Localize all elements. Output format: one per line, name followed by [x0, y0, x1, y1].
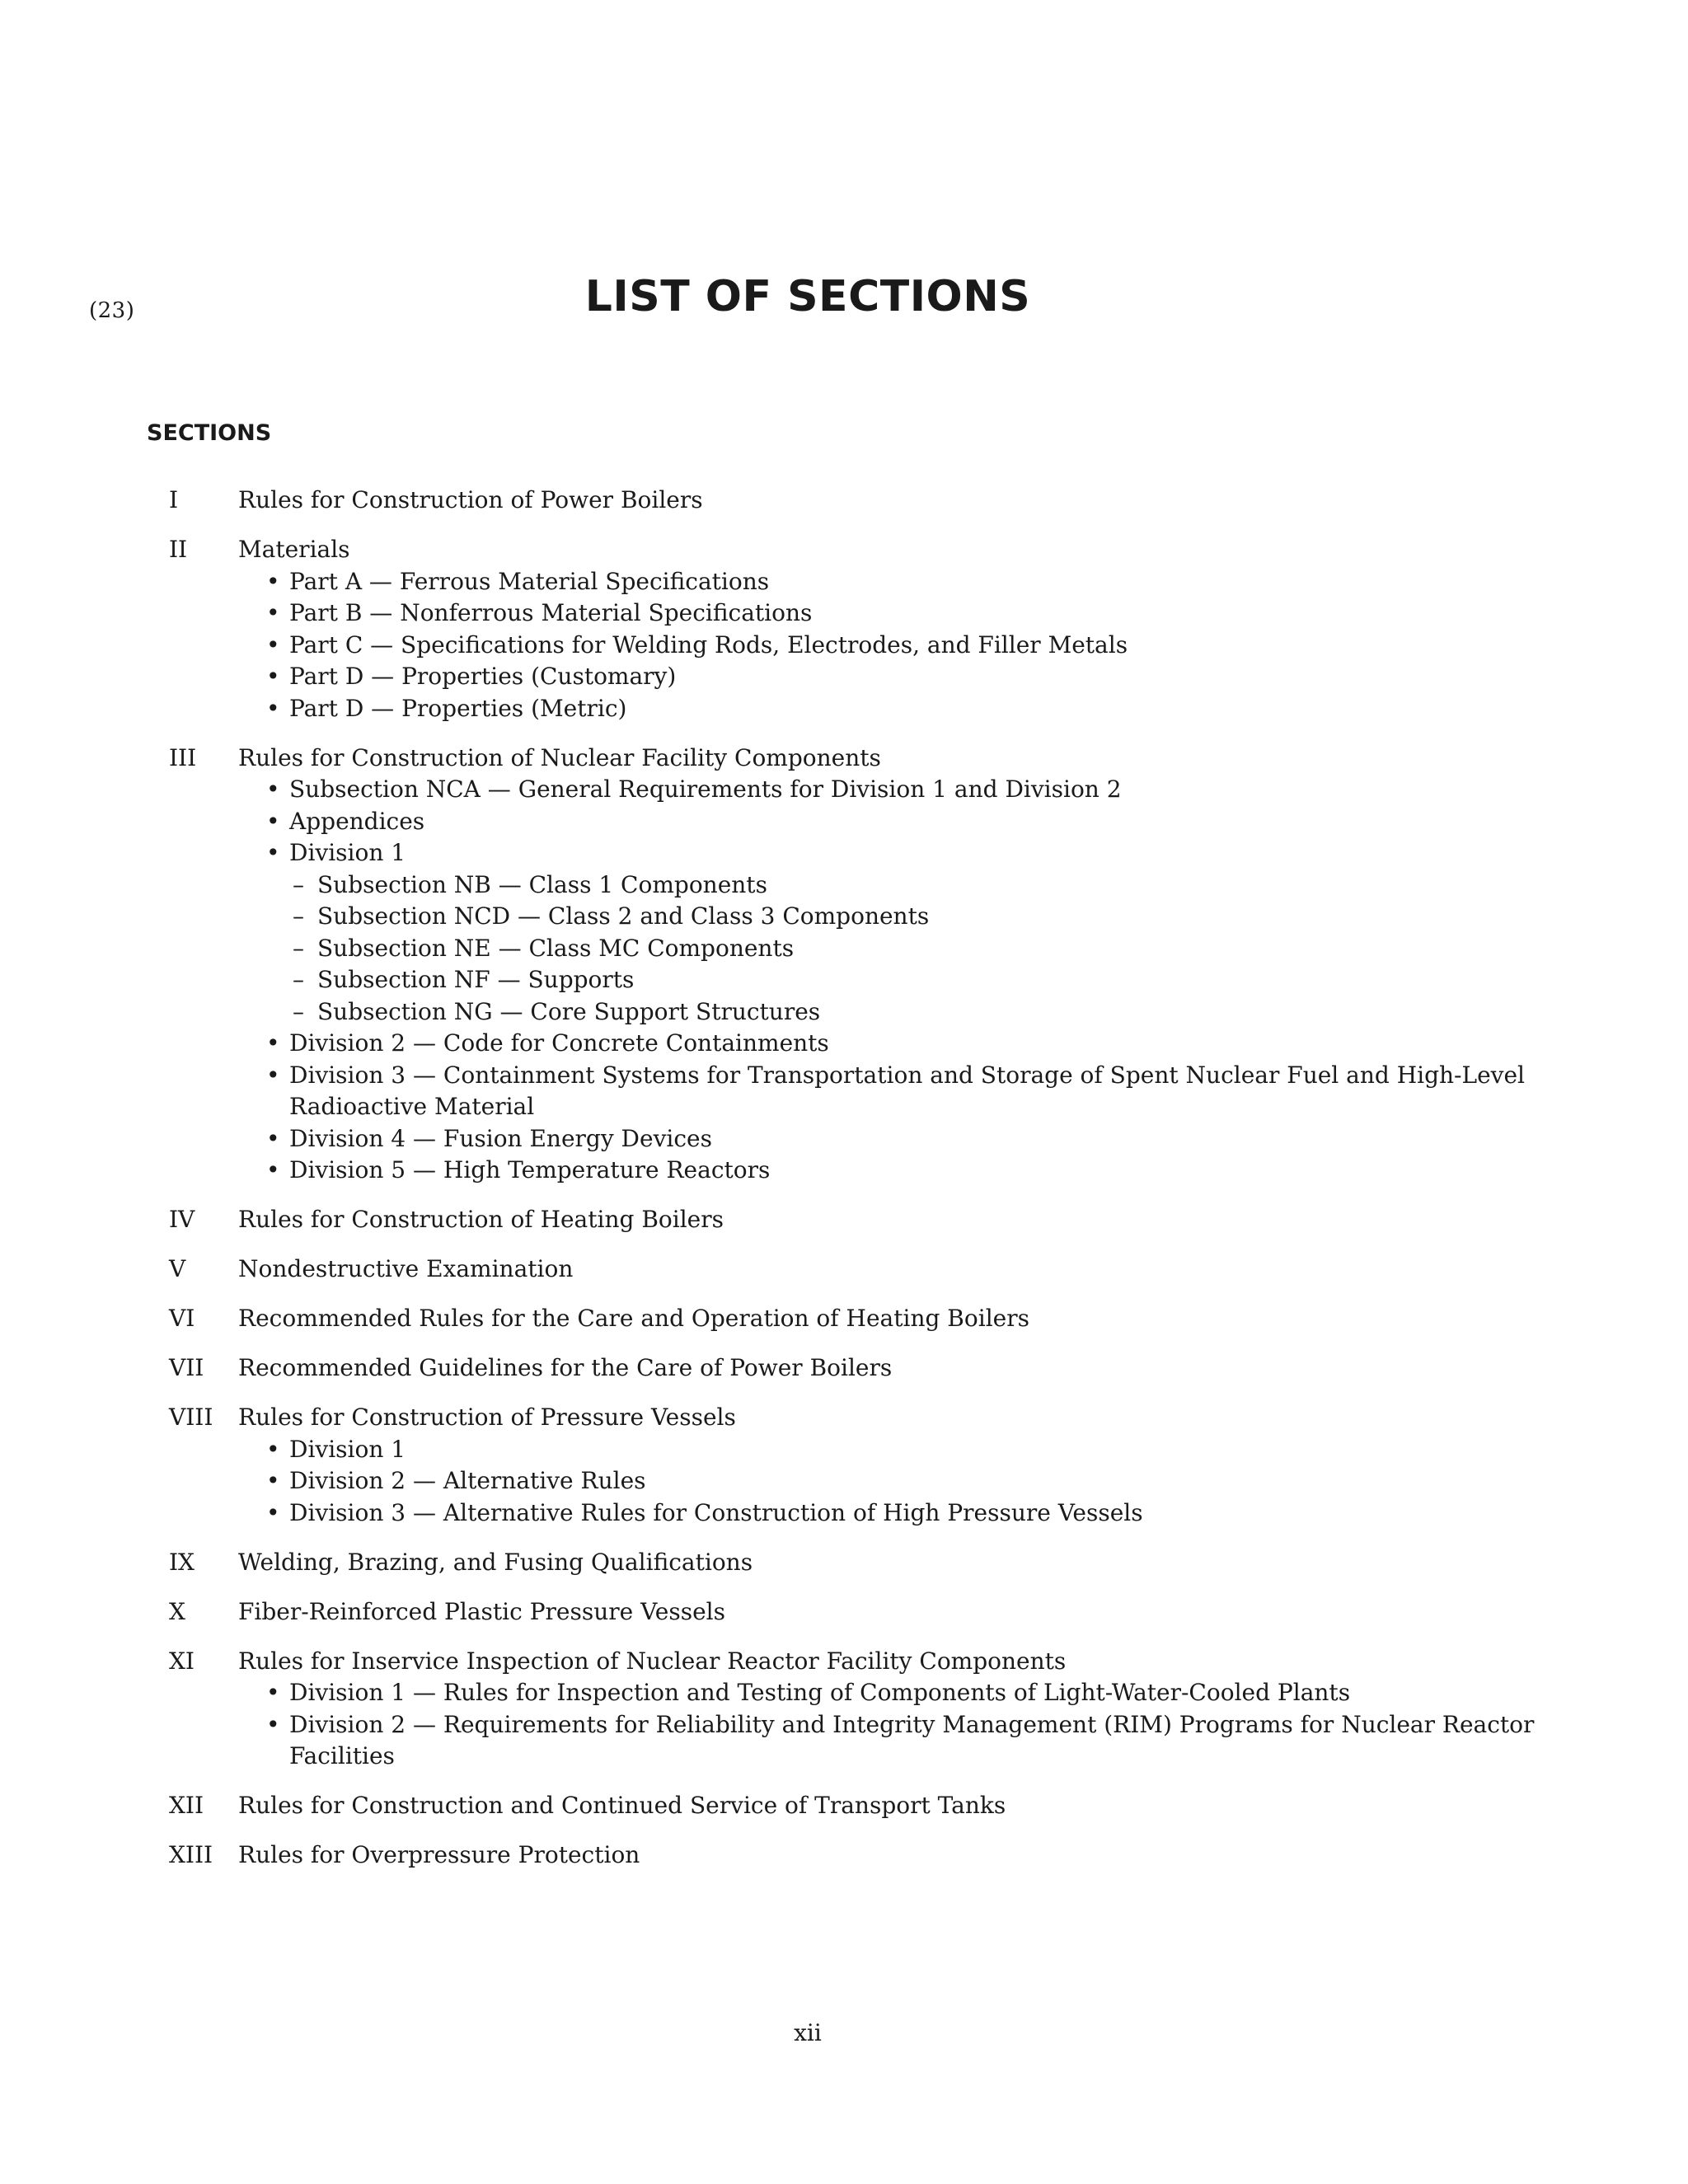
section-title: Rules for Construction of Power Boilers: [238, 486, 703, 513]
section-body: [238, 1402, 1537, 1529]
section-body: [238, 1596, 1537, 1629]
section-number: X: [169, 1597, 185, 1625]
part-label: Division 1 — Rules for Inspection and Testing of Components of Light-Water-Cooled Plants: [289, 1679, 1351, 1706]
section-title: Welding, Brazing, and Fusing Qualifications: [238, 1548, 753, 1576]
section-parts-list: [238, 566, 1537, 725]
section-number: I: [169, 486, 179, 513]
part-label: Part C — Specifications for Welding Rods, Electrodes, and Filler Metals: [289, 630, 1128, 658]
section-entry: [169, 1303, 1537, 1335]
section-title: Materials: [238, 536, 350, 563]
section-title: Recommended Guidelines for the Care of Power Boilers: [238, 1354, 893, 1381]
part-label: Part D — Properties (Metric): [289, 694, 627, 722]
section-entry: [169, 1402, 1537, 1529]
page-title: LIST OF SECTIONS: [584, 272, 1031, 321]
sections-list: [169, 485, 1537, 1889]
part-label: Division 2 — Code for Concrete Containments: [289, 1029, 829, 1057]
section-number: XI: [169, 1647, 195, 1675]
section-title: Fiber-Reinforced Plastic Pressure Vessels: [238, 1597, 725, 1625]
part-label: Subsection NCA — General Requirements for Division 1 and Division 2: [289, 776, 1122, 803]
section-entry: [169, 743, 1537, 1187]
part-label: Part D — Properties (Customary): [289, 663, 677, 690]
section-title: Recommended Rules for the Care and Operation of Heating Boilers: [238, 1305, 1029, 1332]
part-label: Division 3 — Alternative Rules for Construction of High Pressure Vessels: [289, 1498, 1143, 1526]
sections-heading: SECTIONS: [147, 420, 272, 446]
section-number: V: [169, 1255, 186, 1282]
part-label: Division 2 — Requirements for Reliability and Integrity Management (RIM) Programs for Nuclear Reactor Facilities: [289, 1710, 1535, 1769]
section-body: [238, 743, 1537, 1187]
part-item: [238, 630, 1537, 662]
section-number: IX: [169, 1548, 195, 1576]
part-item: [238, 1497, 1537, 1530]
section-title: Rules for Construction of Nuclear Facility Components: [238, 743, 881, 771]
section-entry: [169, 1547, 1537, 1579]
subsection-list: [289, 869, 1537, 1029]
part-item: [238, 774, 1537, 806]
part-item: [238, 1155, 1537, 1187]
section-parts-list: [238, 1434, 1537, 1530]
section-entry: [169, 1790, 1537, 1822]
part-label: Division 5 — High Temperature Reactors: [289, 1156, 771, 1183]
section-body: [238, 1204, 1537, 1236]
section-number: VI: [169, 1305, 195, 1332]
part-item: [238, 1123, 1537, 1155]
revision-tag: (23): [89, 298, 135, 323]
subsection-item: – Subsection NE — Class MC Components: [289, 933, 1537, 965]
part-item: [238, 1677, 1537, 1709]
subsection-item: – Subsection NG — Core Support Structures: [289, 996, 1537, 1029]
part-item: [238, 1465, 1537, 1497]
part-item: [238, 1060, 1537, 1123]
section-number: III: [169, 743, 197, 771]
part-label: Part A — Ferrous Material Specifications: [289, 567, 770, 595]
section-body: [238, 1790, 1537, 1822]
section-title: Rules for Construction and Continued Service of Transport Tanks: [238, 1792, 1006, 1819]
part-item: [238, 1028, 1537, 1060]
part-label: Appendices: [289, 807, 425, 835]
section-entry: [169, 1840, 1537, 1872]
part-item: [238, 806, 1537, 838]
section-entry: [169, 1254, 1537, 1286]
section-body: [238, 1352, 1537, 1385]
section-title: Nondestructive Examination: [238, 1255, 574, 1282]
section-title: Rules for Inservice Inspection of Nuclear Reactor Facility Components: [238, 1647, 1067, 1675]
section-body: [238, 534, 1537, 724]
section-entry: [169, 1204, 1537, 1236]
section-title: Rules for Construction of Heating Boilers: [238, 1206, 724, 1233]
section-number: VIII: [169, 1404, 213, 1431]
section-body: [238, 1840, 1537, 1872]
page-number: xii: [794, 2019, 822, 2046]
section-parts-list: [238, 774, 1537, 1187]
section-number: XII: [169, 1792, 204, 1819]
section-entry: [169, 534, 1537, 724]
section-body: [238, 1254, 1537, 1286]
subsection-item: – Subsection NCD — Class 2 and Class 3 Components: [289, 901, 1537, 933]
part-label: Division 4 — Fusion Energy Devices: [289, 1124, 712, 1152]
part-item: [238, 661, 1537, 693]
part-item: [238, 837, 1537, 1028]
part-label: Division 1: [289, 839, 406, 866]
section-title: Rules for Construction of Pressure Vessels: [238, 1404, 736, 1431]
section-number: XIII: [169, 1841, 213, 1868]
part-label: Division 1: [289, 1435, 406, 1463]
section-body: [238, 1646, 1537, 1773]
part-label: Division 3 — Containment Systems for Transportation and Storage of Spent Nuclear Fuel and High-Level Radioactive Material: [289, 1061, 1525, 1120]
section-title: Rules for Overpressure Protection: [238, 1841, 640, 1868]
part-item: [238, 566, 1537, 598]
section-entry: [169, 1352, 1537, 1385]
section-number: II: [169, 536, 188, 563]
subsection-item: – Subsection NF — Supports: [289, 964, 1537, 996]
part-item: [238, 693, 1537, 725]
part-item: [238, 1709, 1537, 1773]
section-body: [238, 1547, 1537, 1579]
section-entry: [169, 485, 1537, 517]
subsection-item: – Subsection NB — Class 1 Components: [289, 869, 1537, 902]
part-item: [238, 598, 1537, 630]
section-entry: [169, 1596, 1537, 1629]
section-number: IV: [169, 1206, 195, 1233]
part-label: Division 2 — Alternative Rules: [289, 1467, 646, 1494]
part-label: Part B — Nonferrous Material Specifications: [289, 599, 813, 626]
section-parts-list: [238, 1677, 1537, 1773]
section-body: [238, 1303, 1537, 1335]
section-entry: [169, 1646, 1537, 1773]
section-body: [238, 485, 1537, 517]
part-item: [238, 1434, 1537, 1466]
section-number: VII: [169, 1354, 204, 1381]
